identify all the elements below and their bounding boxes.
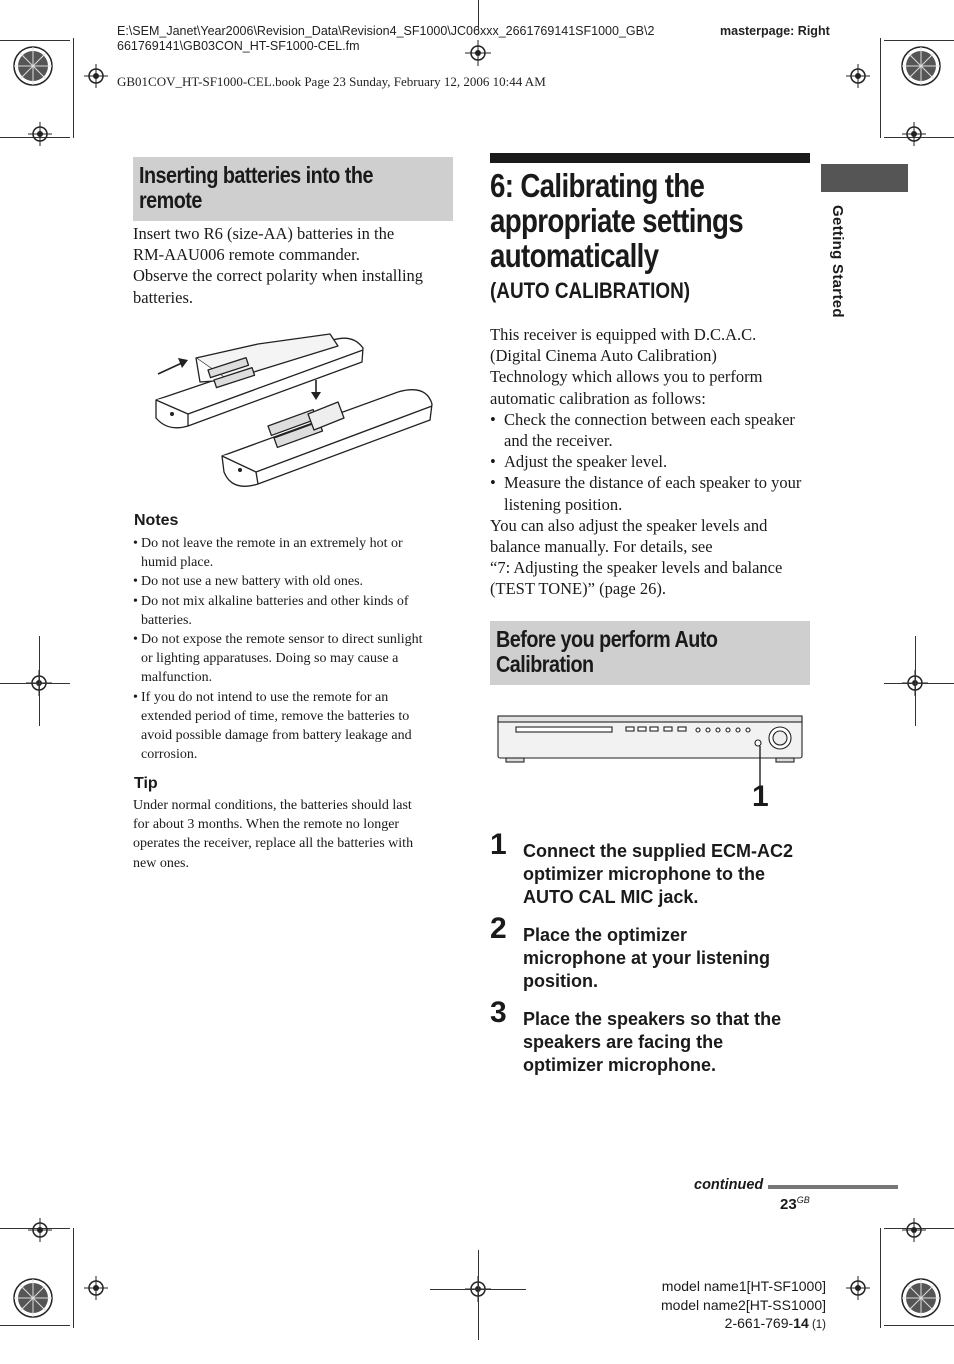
text-line: “7: Adjusting the speaker levels and balance xyxy=(490,558,783,578)
title-line: automatically xyxy=(490,237,659,274)
page-number xyxy=(780,1195,810,1213)
text-line: • Do not mix alkaline batteries and other kinds of xyxy=(141,593,409,609)
text-line: • Do not expose the remote sensor to direct sunlight xyxy=(141,632,423,648)
step-text xyxy=(523,924,770,993)
text-line: • Measure the distance of each speaker to your xyxy=(504,473,802,493)
step-number: 1 xyxy=(490,828,507,861)
text-line: microphone at your listening xyxy=(523,948,771,968)
heading-line: Calibration xyxy=(496,651,594,677)
step-text xyxy=(523,840,793,909)
page-title xyxy=(490,168,820,273)
registration-target-icon xyxy=(12,45,54,87)
text-line: Place the speakers so that the xyxy=(523,1009,782,1029)
text-line: batteries. xyxy=(133,287,194,307)
text-line: balance manually. For details, see xyxy=(490,537,713,557)
tip-title: Tip xyxy=(134,775,158,792)
text-line: • Do not leave the remote in an extremely hot or xyxy=(141,536,403,551)
heading-line: Before you perform Auto xyxy=(496,626,718,652)
crosshair-icon xyxy=(846,1276,870,1300)
list-item xyxy=(490,472,820,514)
text-line: Insert two R6 (size-AA) batteries in the xyxy=(133,224,395,243)
continued-label: continued xyxy=(694,1177,764,1193)
list-item xyxy=(490,409,820,451)
step-number: 3 xyxy=(490,996,507,1029)
text-line: Technology which allows you to perform xyxy=(490,367,763,387)
step-number: 2 xyxy=(490,912,507,945)
notes-title: Notes xyxy=(134,512,179,529)
crosshair-icon xyxy=(902,122,926,146)
text-line: or lighting apparatuses. Doing so may cause a xyxy=(141,651,399,667)
registration-target-icon xyxy=(900,45,942,87)
text-line: (TEST TONE)” (page 26). xyxy=(490,579,666,599)
page-number-suffix: GB xyxy=(796,1195,810,1205)
book-info-line: GB01COV_HT-SF1000-CEL.book Page 23 Sunday, February 12, 2006 10:44 AM xyxy=(117,74,546,89)
text-line: Under normal conditions, the batteries should last xyxy=(133,798,412,813)
section-heading-batteries xyxy=(133,157,453,221)
section-tab-marker xyxy=(821,164,908,192)
list-item xyxy=(133,630,463,688)
step-text xyxy=(523,1008,781,1077)
text-line: optimizer microphone to the xyxy=(523,864,766,884)
text-line: RM-AAU006 remote commander. xyxy=(133,245,360,265)
list-item xyxy=(133,572,463,591)
callout-number: 1 xyxy=(752,780,769,813)
page-subtitle: (AUTO CALIBRATION) xyxy=(490,278,691,303)
calibration-intro xyxy=(490,324,820,600)
crosshair-icon xyxy=(84,1276,108,1300)
title-line: appropriate settings xyxy=(490,202,744,239)
continued-rule xyxy=(768,1185,898,1189)
text-line: humid place. xyxy=(141,555,214,571)
part-code xyxy=(600,1314,826,1335)
crosshair-icon xyxy=(902,1218,926,1242)
registration-target-icon xyxy=(12,1277,54,1319)
text-line: • Check the connection between each speaker xyxy=(504,409,795,429)
masterpage-label: masterpage: Right xyxy=(720,24,830,38)
text-line: corrosion. xyxy=(141,747,198,763)
title-rule xyxy=(490,153,810,163)
title-line: 6: Calibrating the xyxy=(490,167,705,204)
text-line: automatic calibration as follows: xyxy=(490,388,706,408)
crosshair-icon xyxy=(28,122,52,146)
text-line: new ones. xyxy=(133,855,189,871)
text-line: This receiver is equipped with D.C.A.C. xyxy=(490,325,757,344)
part-code-suffix: (1) xyxy=(808,1319,826,1331)
text-line: speakers are facing the xyxy=(523,1032,724,1052)
text-line: malfunction. xyxy=(141,670,213,686)
file-path-line: 661769141\GB03CON_HT-SF1000-CEL.fm xyxy=(117,39,360,53)
model-info xyxy=(600,1277,826,1335)
text-line: (Digital Cinema Auto Calibration) xyxy=(490,346,717,366)
crosshair-icon xyxy=(84,64,108,88)
side-section-label: Getting Started xyxy=(829,205,846,318)
model-name-1: model name1[HT-SF1000] xyxy=(661,1278,826,1294)
crosshair-icon xyxy=(28,1218,52,1242)
heading-line: remote xyxy=(139,187,202,213)
file-path-line: E:\SEM_Janet\Year2006\Revision_Data\Revision4_SF1000\JC06xxx_2661769141SF1000_GB\2 xyxy=(117,24,655,38)
page-number-value: 23 xyxy=(780,1196,797,1213)
text-line: for about 3 months. When the remote no longer xyxy=(133,817,400,833)
text-line: AUTO CAL MIC jack. xyxy=(523,887,699,907)
notes-list xyxy=(133,534,463,764)
heading-line: Inserting batteries into the xyxy=(139,162,373,188)
section-heading-before-calibration xyxy=(490,621,810,685)
text-line: operates the receiver, replace all the batteries with xyxy=(133,836,414,852)
text-line: • Adjust the speaker level. xyxy=(504,452,668,472)
crosshair-icon xyxy=(846,64,870,88)
registration-target-icon xyxy=(900,1277,942,1319)
text-line: Connect the supplied ECM-AC2 xyxy=(523,841,794,861)
text-line: Place the optimizer xyxy=(523,925,688,945)
text-line: batteries. xyxy=(141,612,192,628)
text-line: and the receiver. xyxy=(504,431,613,451)
file-path xyxy=(117,24,717,54)
part-code-prefix: 2-661-769- xyxy=(724,1315,794,1331)
batteries-intro xyxy=(133,223,463,308)
text-line: position. xyxy=(523,971,598,991)
text-line: extended period of time, remove the batteries to xyxy=(141,708,410,724)
list-item xyxy=(490,451,820,472)
remote-battery-illustration xyxy=(148,322,438,498)
list-item xyxy=(133,592,463,630)
text-line: listening position. xyxy=(504,494,623,514)
tip-text xyxy=(133,796,463,873)
text-line: You can also adjust the speaker levels and xyxy=(490,515,768,535)
text-line: optimizer microphone. xyxy=(523,1055,717,1075)
text-line: avoid possible damage from battery leakage and xyxy=(141,728,412,744)
text-line: Observe the correct polarity when installing xyxy=(133,266,424,286)
text-line: • Do not use a new battery with old ones. xyxy=(141,574,364,590)
text-line: • If you do not intend to use the remote for an xyxy=(141,689,389,705)
model-name-2: model name2[HT-SS1000] xyxy=(661,1296,826,1313)
list-item xyxy=(133,688,463,765)
list-item xyxy=(133,534,463,572)
part-code-bold: 14 xyxy=(793,1315,809,1331)
